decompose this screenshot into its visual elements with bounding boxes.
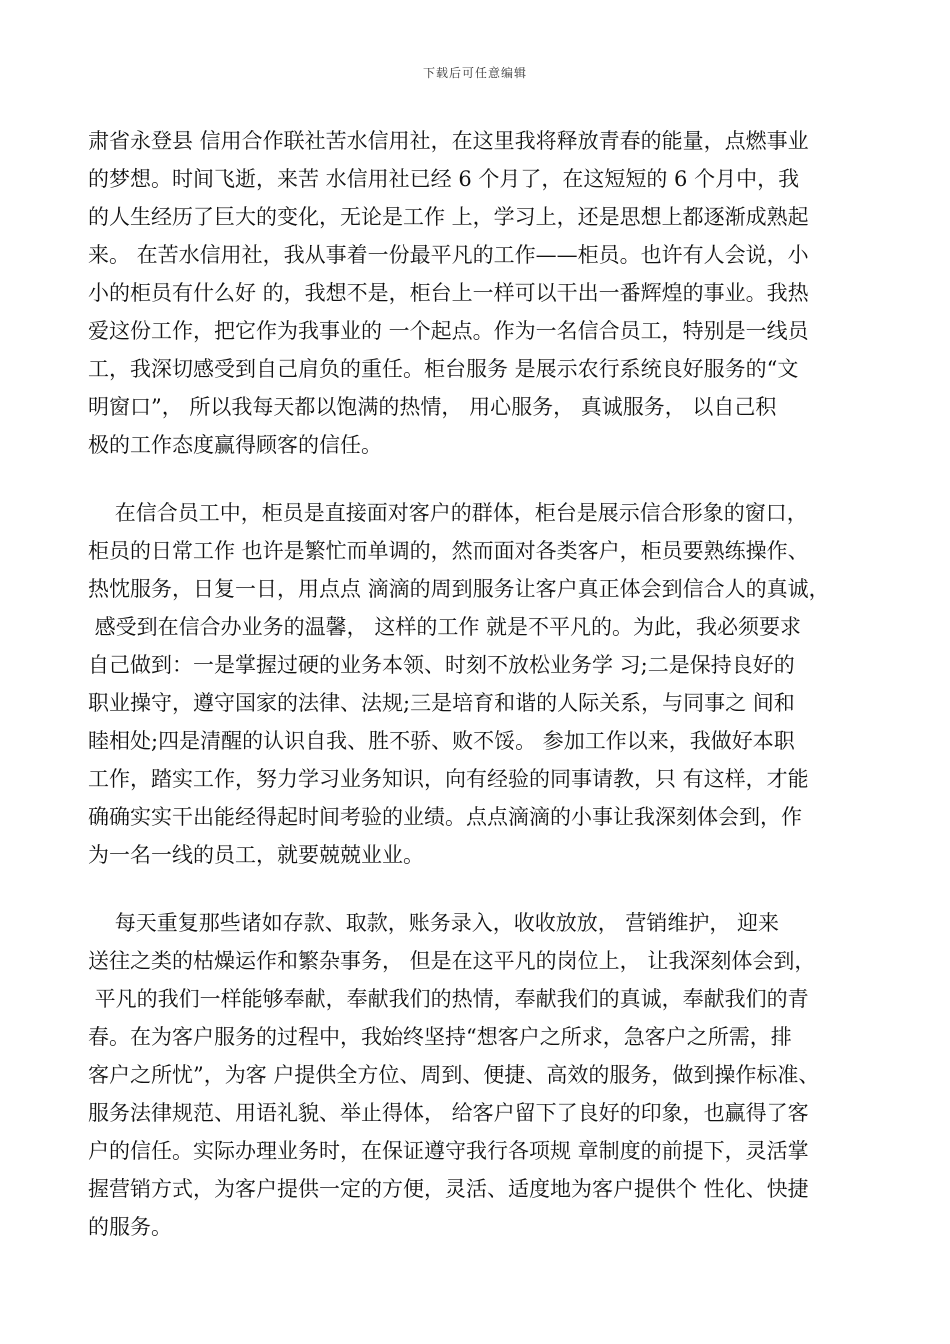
text-line: 小的柜员有什么好 的，我想不是，柜台上一样可以干出一番辉煌的事业。我热 xyxy=(88,281,809,305)
text-line: 的人生经历了巨大的变化，无论是工作 上，学习上，还是思想上都逐渐成熟起 xyxy=(88,205,809,229)
text-line: 握营销方式，为客户提供一定的方便，灵活、适度地为客户提供个 性化、快捷 xyxy=(88,1177,809,1201)
text-line: 为一名一线的员工，就要兢兢业业。 xyxy=(88,843,424,867)
text-line: 工，我深切感受到自己肩负的重任。柜台服务 是展示农行系统良好服务的“文 xyxy=(88,357,799,381)
text-line: 在信合员工中，柜员是直接面对客户的群体，柜台是展示信合形象的窗口， xyxy=(88,501,808,525)
text-line: 睦相处;四是清醒的认识自我、胜不骄、败不馁。 参加工作以来，我做好本职 xyxy=(88,729,795,753)
paragraph-3 xyxy=(88,904,878,1246)
text-line: 极的工作态度赢得顾客的信任。 xyxy=(88,433,382,457)
text-line: 每天重复那些诸如存款、取款，账务录入，收收放放， 营销维护， 迎来 xyxy=(88,911,780,935)
text-line: 来。 在苦水信用社，我从事着一份最平凡的工作——柜员。也许有人会说，小 xyxy=(88,243,809,267)
text-line: 自己做到：一是掌握过硬的业务本领、时刻不放松业务学 习;二是保持良好的 xyxy=(88,653,795,677)
text-line: 服务法律规范、用语礼貌、举止得体， 给客户留下了良好的印象，也赢得了客 xyxy=(88,1101,809,1125)
text-line: 送往之类的枯燥运作和繁杂事务， 但是在这平凡的岗位上， 让我深刻体会到， xyxy=(88,949,816,973)
text-line: 客户之所忧”，为客 户提供全方位、周到、便捷、高效的服务，做到操作标准、 xyxy=(88,1063,820,1087)
paragraph-2 xyxy=(88,494,878,874)
text-line: 明窗口”， 所以我每天都以饱满的热情， 用心服务， 真诚服务， 以自己积 xyxy=(88,395,777,419)
text-line: 户的信任。实际办理业务时，在保证遵守我行各项规 章制度的前提下，灵活掌 xyxy=(88,1139,809,1163)
text-line: 肃省永登县 信用合作联社苦水信用社，在这里我将释放青春的能量，点燃事业 xyxy=(88,129,809,153)
text-line: 春。在为客户服务的过程中，我始终坚持“想客户之所求，急客户之所需，排 xyxy=(88,1025,792,1049)
paragraph-spacer xyxy=(88,874,878,904)
paragraph-1 xyxy=(88,122,878,464)
text-line: 职业操守，遵守国家的法律、法规;三是培育和谐的人际关系，与同事之 间和 xyxy=(88,691,795,715)
text-line: 工作，踏实工作，努力学习业务知识，向有经验的同事请教，只 有这样，才能 xyxy=(88,767,809,791)
text-line: 的服务。 xyxy=(88,1215,172,1239)
text-line: 平凡的我们一样能够奉献，奉献我们的热情，奉献我们的真诚，奉献我们的青 xyxy=(88,987,809,1011)
text-line: 确确实实干出能经得起时间考验的业绩。点点滴滴的小事让我深刻体会到，作 xyxy=(88,805,802,829)
text-line: 感受到在信合办业务的温馨， 这样的工作 就是不平凡的。为此，我必须要求 xyxy=(88,615,802,639)
document-body xyxy=(88,122,878,1246)
text-line: 爱这份工作，把它作为我事业的 一个起点。作为一名信合员工，特别是一线员 xyxy=(88,319,809,343)
text-line: 热忱服务，日复一日，用点点 滴滴的周到服务让客户真正体会到信合人的真诚， xyxy=(88,577,830,601)
paragraph-spacer xyxy=(88,464,878,494)
text-line: 的梦想。时间飞逝，来苦 水信用社已经 6 个月了，在这短短的 6 个月中，我 xyxy=(88,167,800,191)
page-header: 下载后可任意编辑 xyxy=(422,66,527,80)
text-line: 柜员的日常工作 也许是繁忙而单调的，然而面对各类客户，柜员要熟练操作、 xyxy=(88,539,809,563)
